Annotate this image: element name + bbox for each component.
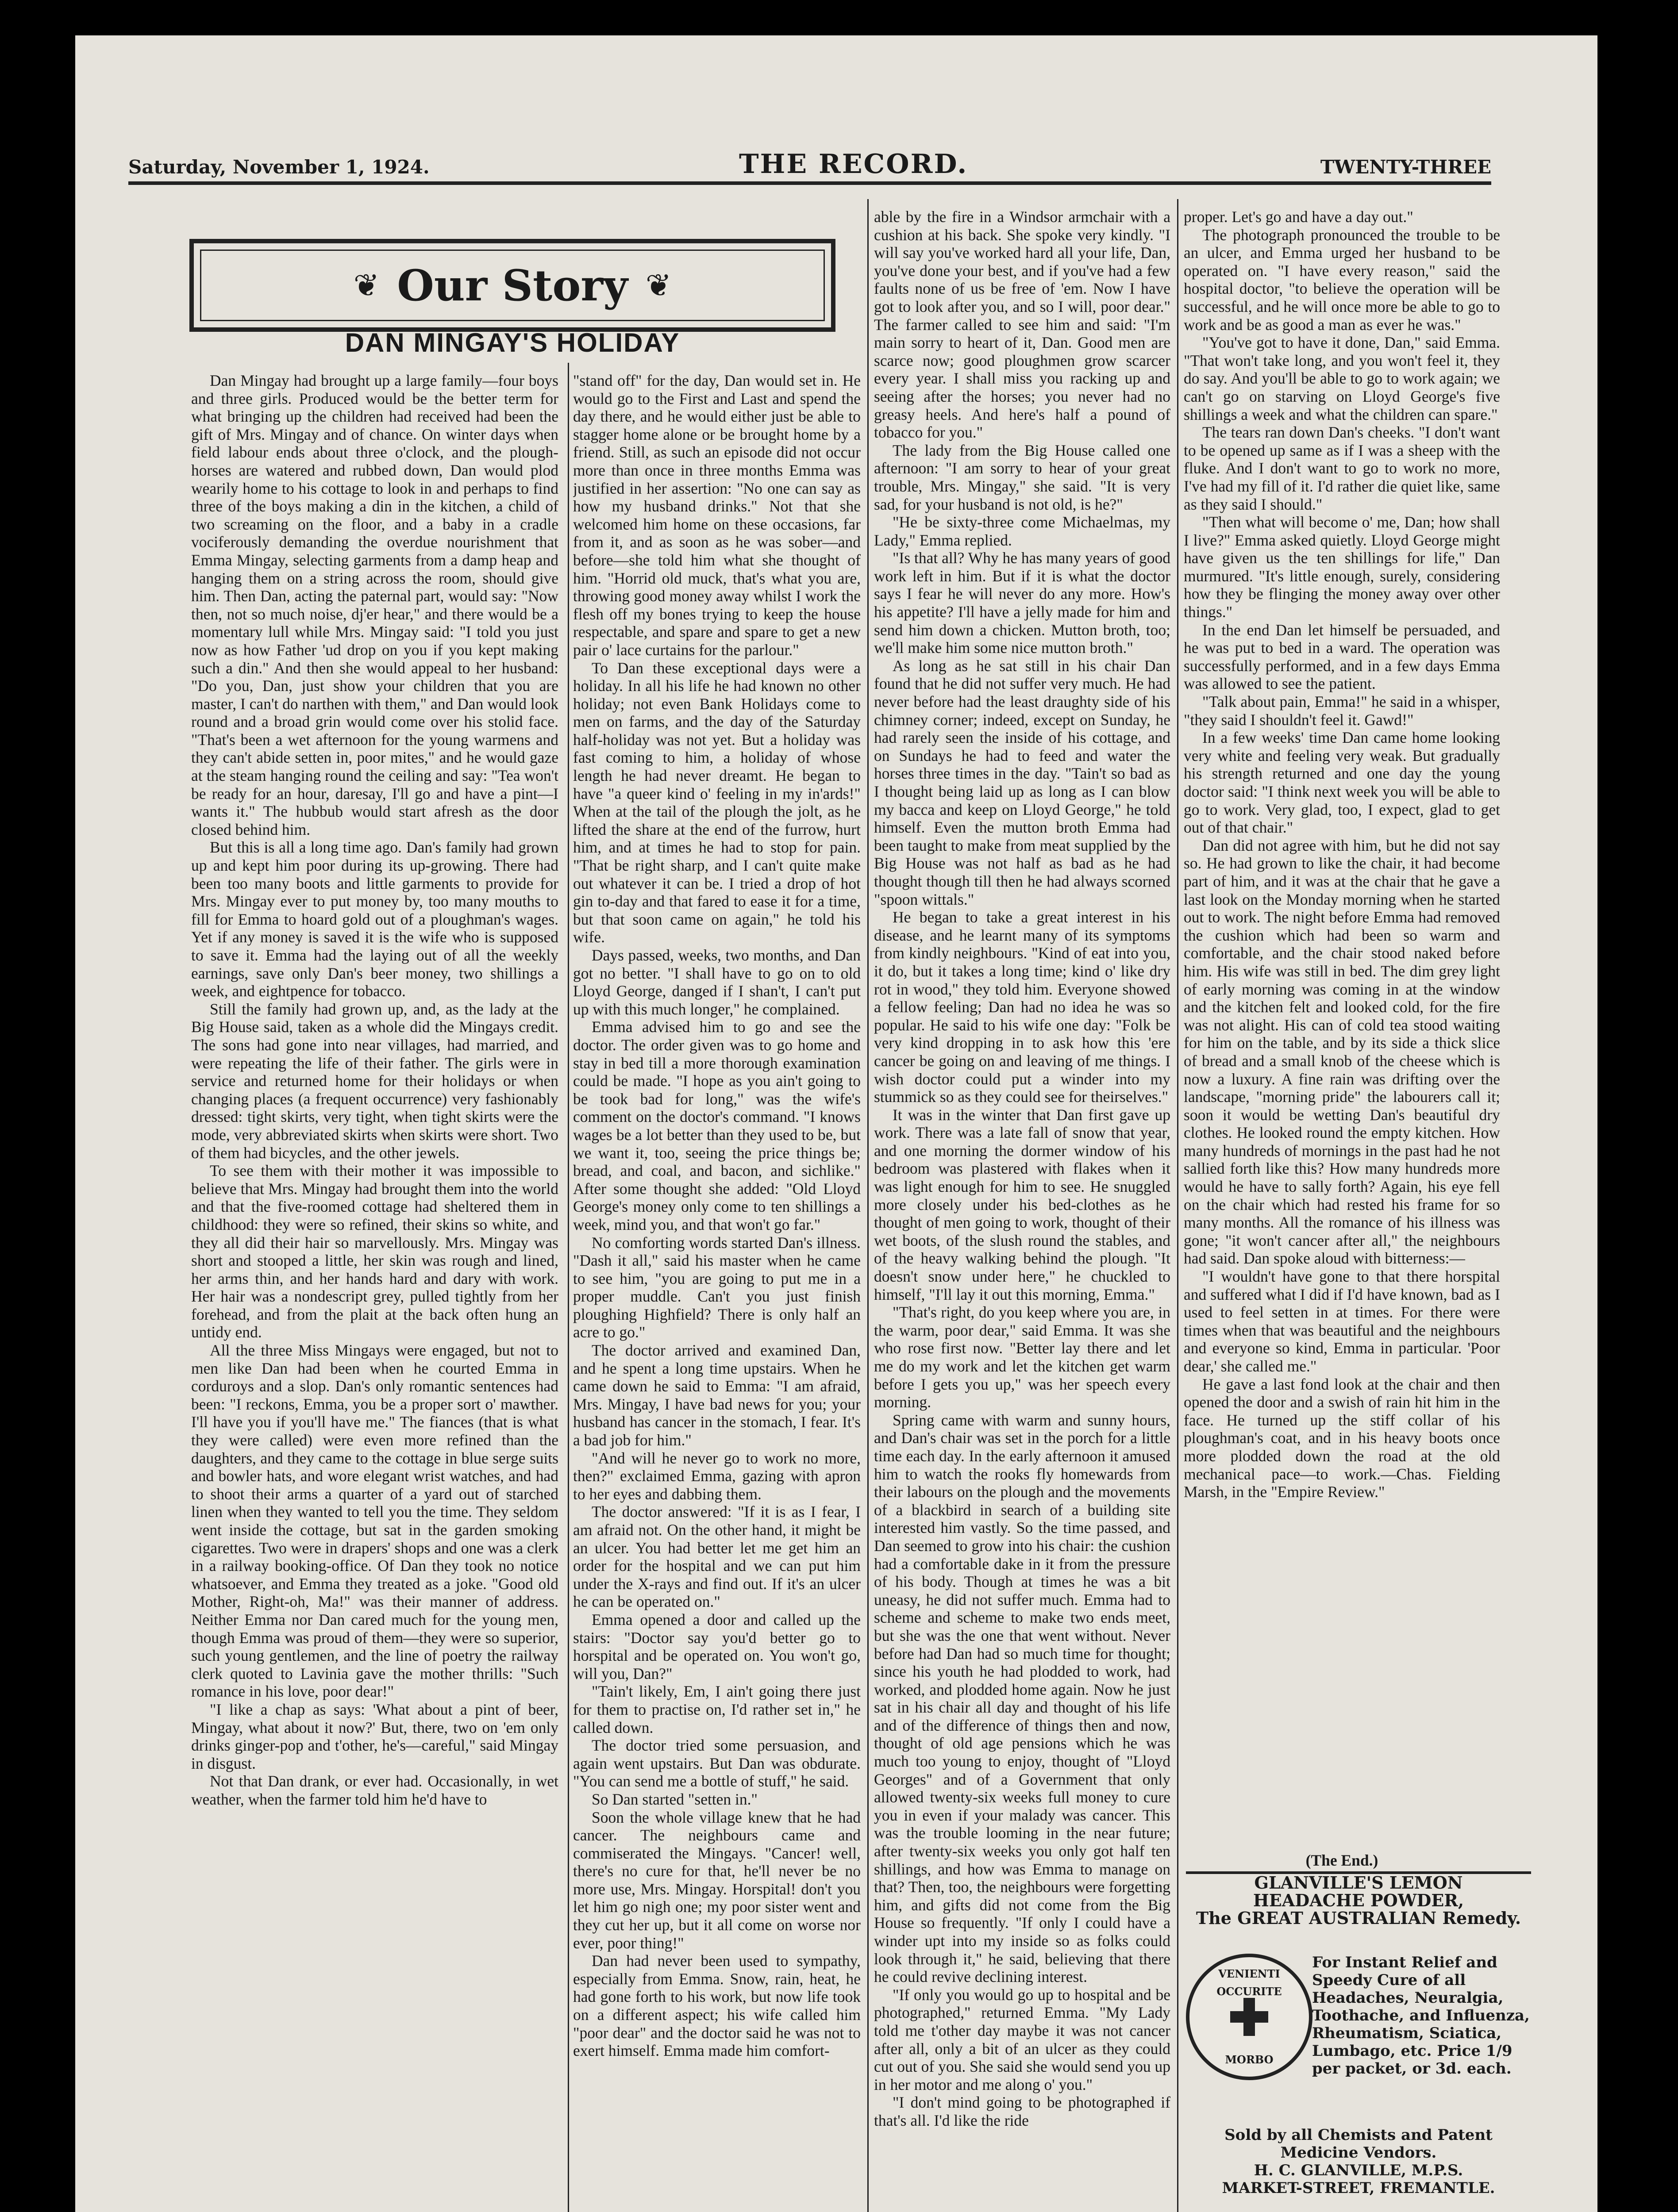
our-story-banner (189, 239, 835, 332)
story-paragraph: No comforting words started Dan's illness. "Dash it all," said his master when he came to see him, "you are going to put me in a proper muddle. Can't you just finish ploughing Highfield? There is only half an acre to go." (573, 1233, 861, 1341)
cross-icon (1230, 1998, 1268, 2036)
banner-title: Our Story (397, 260, 628, 311)
lemon-ad-body: For Instant Relief and Speedy Cure of all Headaches, Neuralgia, Toothache, and Influenza, Rheumatism, Sciatica, Lumbago, etc. Price 1/9 per packet, or 3d. each. (1312, 1954, 1530, 2078)
story-paragraph: Spring came with warm and sunny hours, and Dan's chair was set in the porch for a little time each day. In the early afternoon it amused him to watch the rooks fly homewards from their labours on the plough and the movements of a blackbird in search of a building site interested him vastly. So the time passed, and Dan seemed to grow into his chair: the cushion had a comfortable dake in it from the pressure of his body. Though at times he was a bit uneasy, he did not suffer much. Emma had to scheme and scheme to make two ends meet, but she was the one that went without. Never before had Dan had so much time for thought; since his youth he had plodded to work, had worked, and plodded home again. Now he just sat in his chair all day and thought of his life and of the difference of things then and now, thought of old age pensions which he was much too young to enjoy, thought of "Lloyd Georges" and of a Government that only allowed twenty-six weeks full money to cure you in even if your malady was cancer. This was the trouble looming in the near future; after twenty-six weeks you only got half ten shillings, and how was Emma to manage on that? Then, too, the neighbours were forgetting him, and gifts did not come from the Big House so frequently. "If only I could have a winder upt into my inside so as folks could look through it," he said, believing that there he could revive declining interest. (874, 1411, 1170, 1986)
story-column-3 (874, 208, 1170, 2212)
story-paragraph: "That's right, do you keep where you are, in the warm, poor dear," said Emma. It was she who rose first now. "Better lay there and let me do my work and let the kitchen get warm before I gets you up," was her speech every morning. (874, 1303, 1170, 1411)
story-paragraph: proper. Let's go and have a day out." (1184, 208, 1413, 226)
story-paragraph: All the three Miss Mingays were engaged, but not to men like Dan had been when he courted Emma in corduroys and a slop. Dan's only romantic sentences had been: "I reckons, Emma, you be a proper sort o' mawther. I'll have you if you'll have me." The fiances (that is what they were called) were even more refined than the daughters, and they came to the cottage in blue serge suits and bowler hats, and wore elegant wrist watches, and had to shoot their arms a quarter of a yard out of starched linen when they wanted to tell you the time. They seldom went inside the cottage, but sat in the garden smoking cigarettes. Two were in drapers' shops and one was a clerk in a railway booking-office. Of Dan they took no notice whatsoever, and Emma they treated as a joke. "Good old Mother, Right-oh, Ma!" was their manner of address. Neither Emma nor Dan cared much for the young men, though Emma was proud of them—they were so superior, such young gentlemen, and the line of poetry the railway clerk quoted to Lavinia gave the mother thrills: "Such romance in his love, poor dear!" (191, 1341, 558, 1701)
story-paragraph: "Is that all? Why he has many years of good work left in him. But if it is what the doctor says I fear he will never do any more. How's his appetite? I'll have a jelly made for him and send him down a chicken. Mutton broth, too; we'll make him some nice mutton broth." (874, 549, 1170, 657)
story-paragraph: "I like a chap as says: 'What about a pint of beer, Mingay, what about it now?' But, there, two on 'em only drinks ginger-pop and t'other, he's—careful," said Mingay in disgust. (191, 1700, 558, 1772)
story-paragraph: The tears ran down Dan's cheeks. "I don't want to be opened up same as if I was a sheep with the fluke. And I don't want to go to work no more, I've had my fill of it. I'd rather die quiet like, same as they said I should." (1184, 423, 1500, 513)
story-paragraph: "Then what will become o' me, Dan; how shall I live?" Emma asked quietly. Lloyd George might have given us the ten shillings for life," Dan murmured. "It's little enough, surely, considering how they be flinging the money away over other things." (1184, 513, 1500, 621)
story-paragraph: The lady from the Big House called one afternoon: "I am sorry to hear of your great trouble, Mrs. Mingay," she said. "It is very sad, for your husband is not old, is he?" (874, 441, 1170, 513)
story-paragraph: To Dan these exceptional days were a holiday. In all his life he had known no other holiday; not even Bank Holidays come to men on farms, and the day of the Saturday half-holiday was not yet. But a holiday was fast coming to him, a holiday of whose length he had never dreamt. He began to have "a queer kind o' feeling in my in'ards!" When at the tail of the plough the jolt, as he lifted the share at the end of the furrow, hurt him, and at times he had to stop for pain. "That be right sharp, and I can't quite make out whatever it can be. I tried a drop of hot gin to-day and that fared to ease it for a time, but that soon came on again," he told his wife. (573, 659, 861, 946)
story-paragraph: Emma opened a door and called up the stairs: "Doctor say you'd better go to horspital and be operated on. You won't go, will you, Dan?" (573, 1610, 861, 1682)
story-column-1 (191, 372, 558, 2212)
story-paragraph: He gave a last fond look at the chair and then opened the door and a swish of rain hit him in the face. He turned up the stiff collar of his ploughman's coat, and in his heavy boots once more plodded down the road at the old mechanical pace—to work.—Chas. Fielding Marsh, in the "Empire Review." (1184, 1375, 1500, 1501)
story-paragraph: Dan had never been used to sympathy, especially from Emma. Snow, rain, heat, he had gone forth to his work, but now life took on a different aspect; his wife called him "poor dear" and the doctor said he was not to exert himself. Emma made him comfort- (573, 1952, 861, 2060)
story-paragraph: "You've got to have it done, Dan," said Emma. "That won't take long, and you won't feel it, they do say. And you'll be able to go to work again; we can't go on starving on Lloyd George's five shillings a week and what the children can spare." (1184, 334, 1500, 423)
story-paragraph: The doctor tried some persuasion, and again went upstairs. But Dan was obdurate. "You can send me a bottle of stuff," he said. (573, 1736, 861, 1790)
page-number: TWENTY-THREE (1320, 156, 1491, 178)
story-paragraph: But this is all a long time ago. Dan's family had grown up and kept him poor during its up-growing. There had been too many boots and little garments to provide for Mrs. Mingay ever to put money by, too many mouths to fill for Emma to hoard gold out of a ploughman's wages. Yet if any money is saved it is the wife who is supposed to save it. Emma had the laying out of all the weekly earnings, save only Dan's beer money, two shillings a week, and eightpence for tobacco. (191, 838, 558, 1000)
story-paragraph: Dan Mingay had brought up a large family—four boys and three girls. Produced would be the better term for what bringing up the children had received had been the gift of Mrs. Mingay and of chance. On winter days when field labour ends about three o'clock, and the plough-horses are watered and rubbed down, Dan would plod wearily home to his cottage to look in and perhaps to find three of the boys making a din in the kitchen, a child of two screaming on the floor, and a baby in a cradle vociferously demanding the overdue nourishment that Emma Mingay, selecting garments from a damp heap and hanging them on a string across the room, should give him. Then Dan, acting the paternal part, would say: "Now then, not so much noise, dj'er hear," and there would be a momentary lull while Mrs. Mingay said: "I told you just now as how Father 'ud drop on you if you kept making such a din." And then she would appeal to her husband: "Do you, Dan, just show your children that you are master, I can't do narthen with them," and Dan would look round and a broad grin would come over his stolid face. "That's been a wet afternoon for the young warmens and they can't abide setten in, poor mites," and he would gaze at the steam hanging round the ceiling and say: "Tea won't be ready for an hour, daresay, I'll go and have a pint—I wants it." The hubbub would start afresh as the door closed behind him. (191, 372, 558, 838)
headache-powder-advertisement (1186, 1871, 1531, 2197)
story-paragraph: To see them with their mother it was impossible to believe that Mrs. Mingay had brought them into the world and that the five-roomed cottage had sheltered them in childhood: they were so refined, their skins so white, and they all did their hair so marvellously. Mrs. Mingay was short and stooped a little, her skin was rough and lined, her arms thin, and her hands hard and dary with work. Her hair was a nondescript grey, pulled tightly from her forehead, and from the plait at the back often hung an untidy end. (191, 1162, 558, 1341)
story-end (1184, 1847, 1500, 1870)
story-title: DAN MINGAY'S HOLIDAY (345, 328, 680, 357)
issue-date: Saturday, November 1, 1924. (128, 156, 430, 178)
story-paragraph: It was in the winter that Dan first gave up work. There was a late fall of snow that year, and one morning the dormer window of his bedroom was plastered with flakes when it was light enough for him to see. He snuggled more closely under his bed-clothes as he thought of men going to work, thought of their wet boots, of the slush round the stables, and of the heavy walking behind the plough. "It doesn't snow under here," he chuckled to himself, "I'll lay it out this morning, Emma." (874, 1106, 1170, 1303)
story-column-2 (573, 372, 861, 2212)
page-header (128, 146, 1491, 185)
story-paragraph: Emma advised him to go and see the doctor. The order given was to go home and stay in bed till a more thorough examination could be made. "I hope as you ain't going to be took bad for long," was the wife's comment on the doctor's command. "I knows wages be a lot better than they used to be, but we want it, too, seeing the price things be; bread, and coal, and bacon, and sichlike." After some thought she added: "Old Lloyd George's money only come to ten shillings a week, mind you, and that won't go far." (573, 1018, 861, 1233)
story-paragraph: He began to take a great interest in his disease, and he learnt many of its symptoms from kindly neighbours. "Kind of eat into you, it do, but it takes a long time; kind o' like dry rot in wood," they told him. Everyone showed a fellow feeling; Dan had no idea he was so popular. He said to his wife one day: "Folk be very kind dropping in to ask how this 'ere cancer be going on and leaving of me things. I wish doctor could put a winder into my stummick so as they could see for theirselves." (874, 908, 1170, 1106)
story-paragraph: The photograph pronounced the trouble to be an ulcer, and Emma urged her husband to be operated on. "I have every reason," said the hospital doctor, "to believe the operation will be successful, and he will once more be able to go to work and be as good a man as ever he was." (1184, 226, 1500, 334)
story-paragraph: "He be sixty-three come Michaelmas, my Lady," Emma replied. (874, 513, 1170, 549)
lemon-ad-foot2: H. C. GLANVILLE, M.P.S. (1254, 2162, 1463, 2179)
story-paragraph: The doctor arrived and examined Dan, and he spent a long time upstairs. When he came down he said to Emma: "I am afraid, Mrs. Mingay, I have bad news for you; your husband has cancer in the stomach, I fear. It's a bad job for him." (573, 1341, 861, 1449)
story-paragraph: So Dan started "setten in." (592, 1790, 758, 1808)
story-paragraph: In a few weeks' time Dan came home looking very white and feeling very weak. But gradually his strength returned and one day the young doctor said: "I think next week you will be able to go to work. Very glad, too, I expect, glad to get out of that chair." (1184, 729, 1500, 837)
story-paragraph: "Tain't likely, Em, I ain't going there just for them to practise on, I'd rather set in," he called down. (573, 1682, 861, 1736)
story-paragraph: Days passed, weeks, two months, and Dan got no better. "I shall have to go on to old Lloyd George, danged if I shan't, I can't put up with this much longer," he complained. (573, 946, 861, 1018)
newspaper-title: THE RECORD. (739, 149, 968, 180)
lemon-ad-footer (1186, 2126, 1531, 2197)
red-cross-seal-icon (1186, 1954, 1312, 2080)
end-marker: (The End.) (1305, 1851, 1378, 1869)
fleuron-right-icon: ❦ (645, 267, 672, 303)
story-paragraph: As long as he sat still in his chair Dan found that he did not suffer very much. He had never before had the least draughty side of his chimney corner; indeed, except on Sunday, he had rarely seen the inside of his cottage, and on Sundays he had to feed and water the horses three times in the day. "Tain't so bad as I thought being laid up as long as I can blow my bacca and keep on Lloyd George," he told himself. Even the mutton broth Emma had been taught to make from meat supplied by the Big House was not half as bad as he had thought though till then he had always scorned "spoon wittals." (874, 657, 1170, 908)
story-paragraph: Still the family had grown up, and, as the lady at the Big House said, taken as a whole did the Mingays credit. The sons had gone into near villages, had married, and were repeating the life of their father. The girls were in service and returned home for their holidays or when changing places (a frequent occurrence) very fashionably dressed: tight skirts, very tight, when tight skirts were the mode, very abbreviated skirts when skirts were short. Two of them had bicycles, and the other jewels. (191, 1000, 558, 1162)
seal-motto-bottom: MORBO (1225, 2053, 1274, 2066)
lemon-ad-head1: GLANVILLE'S LEMON (1254, 1873, 1463, 1893)
fleuron-left-icon: ❦ (353, 267, 380, 303)
story-paragraph: "And will he never go to work no more, then?" exclaimed Emma, gazing with apron to her eyes and dabbing them. (573, 1449, 861, 1503)
story-paragraph: "Talk about pain, Emma!" he said in a whisper, "they said I shouldn't feel it. Gawd!" (1184, 693, 1500, 729)
story-paragraph: "I wouldn't have gone to that there horspital and suffered what I did if I'd have known, bad as I used to feel setten in at times. For there were times when that was beautiful and the neighbours and everyone so kind, Emma in particular. 'Poor dear,' she called me." (1184, 1267, 1500, 1375)
seal-motto-top: VENIENTI OCCURITE (1216, 1967, 1282, 1998)
column-rule (568, 363, 569, 2212)
story-paragraph: Soon the whole village knew that he had cancer. The neighbours came and commiserated the Mingays. "Cancer! well, there's no cure for that, he'll never be no more use, Mrs. Mingay. Horspital! don't you let him go nigh one; my poor sister went and they cut her up, but it all come on worse nor ever, poor thing!" (573, 1808, 861, 1952)
story-paragraph: Dan did not agree with him, but he did not say so. He had grown to like the chair, it had become part of him, and it was at the chair that he gave a last look on the Monday morning when he started out to work. The night before Emma had removed the cushion which had been so warm and comfortable, and the chair stood naked before him. His wife was still in bed. The dim grey light of early morning was coming in at the window and the kitchen felt and looked cold, for the fire was not alight. His can of cold tea stood waiting for him on the table, and by its side a thick slice of bread and a small knob of the cheese which is now a luxury. A fine rain was drifting over the landscape, "morning pride" the labourers call it; soon it would be wetting Dan's beautiful dry clothes. He looked round the empty kitchen. How many hundreds of mornings in the past had he not sallied forth like this? How many hundreds more would he have to sally forth? Again, his eye fell on the chair which had rested his frame for so many months. All the romance of his illness was gone; "it won't cancer after all," the neighbours had said. Dan spoke aloud with bitterness:— (1184, 836, 1500, 1267)
banner-frame (200, 250, 825, 321)
column-rule (1177, 199, 1178, 2212)
lemon-ad-foot1: Sold by all Chemists and Patent Medicine Vendors. (1224, 2126, 1493, 2162)
story-paragraph: "If only you would go up to hospital and be photographed," returned Emma. "My Lady told me t'other day maybe it was not cancer after all, only a bit of an ulcer as they could cut out of you. She said she would send you up in her motor and me along o' you." (874, 1985, 1170, 2093)
lemon-ad-head3: The GREAT AUSTRALIAN Remedy. (1196, 1908, 1521, 1928)
story-paragraph: The doctor answered: "If it is as I fear, I am afraid not. On the other hand, it might be an ulcer. You had better let me get him an order for the hospital and we can put him under the X-rays and find out. If it's an ulcer he can be operated on." (573, 1503, 861, 1611)
column-rule (867, 199, 869, 2212)
story-column-4 (1184, 208, 1500, 1845)
story-paragraph: "stand off" for the day, Dan would set in. He would go to the First and Last and spend the day there, and he would either just be able to stagger home alone or be brought home by a friend. Still, as such an episode did not occur more than once in three months Emma was justified in her assertion: "No one can say as how my husband drinks." Not that she welcomed him home on these occasions, far from it, and as soon as he was sober—and before—she told him what she thought of him. "Horrid old muck, that's what you are, throwing good money away whilst I work the flesh off my bones trying to keep the house respectable, and spare and spare to get a new pair o' lace curtains for the parlour." (573, 372, 861, 659)
story-paragraph: In the end Dan let himself be persuaded, and he was put to bed in a ward. The operation was successfully performed, and in a few days Emma was allowed to see the patient. (1184, 621, 1500, 693)
lemon-ad-head2: HEADACHE POWDER, (1253, 1890, 1464, 1910)
story-paragraph: "I don't mind going to be photographed if that's all. I'd like the ride (874, 2093, 1170, 2129)
lemon-ad-foot3: MARKET-STREET, FREMANTLE. (1222, 2179, 1495, 2197)
story-paragraph: Not that Dan drank, or ever had. Occasionally, in wet weather, when the farmer told him he'd have to (191, 1772, 558, 1808)
story-paragraph: able by the fire in a Windsor armchair with a cushion at his back. She spoke very kindly. "I will say you've worked hard all your life, Dan, you've done your best, and if you've had a few faults none of us be free of 'em. Now I have got to look after you, and so I will, poor dear." The farmer called to see him and said: "I'm main sorry to heart of it, Dan. Good men are scarce now; good ploughmen grow scarcer every year. I shall miss you racking up and seeing after the horses; you never had no greasy heels. And here's half a pound of tobacco for you." (874, 208, 1170, 442)
